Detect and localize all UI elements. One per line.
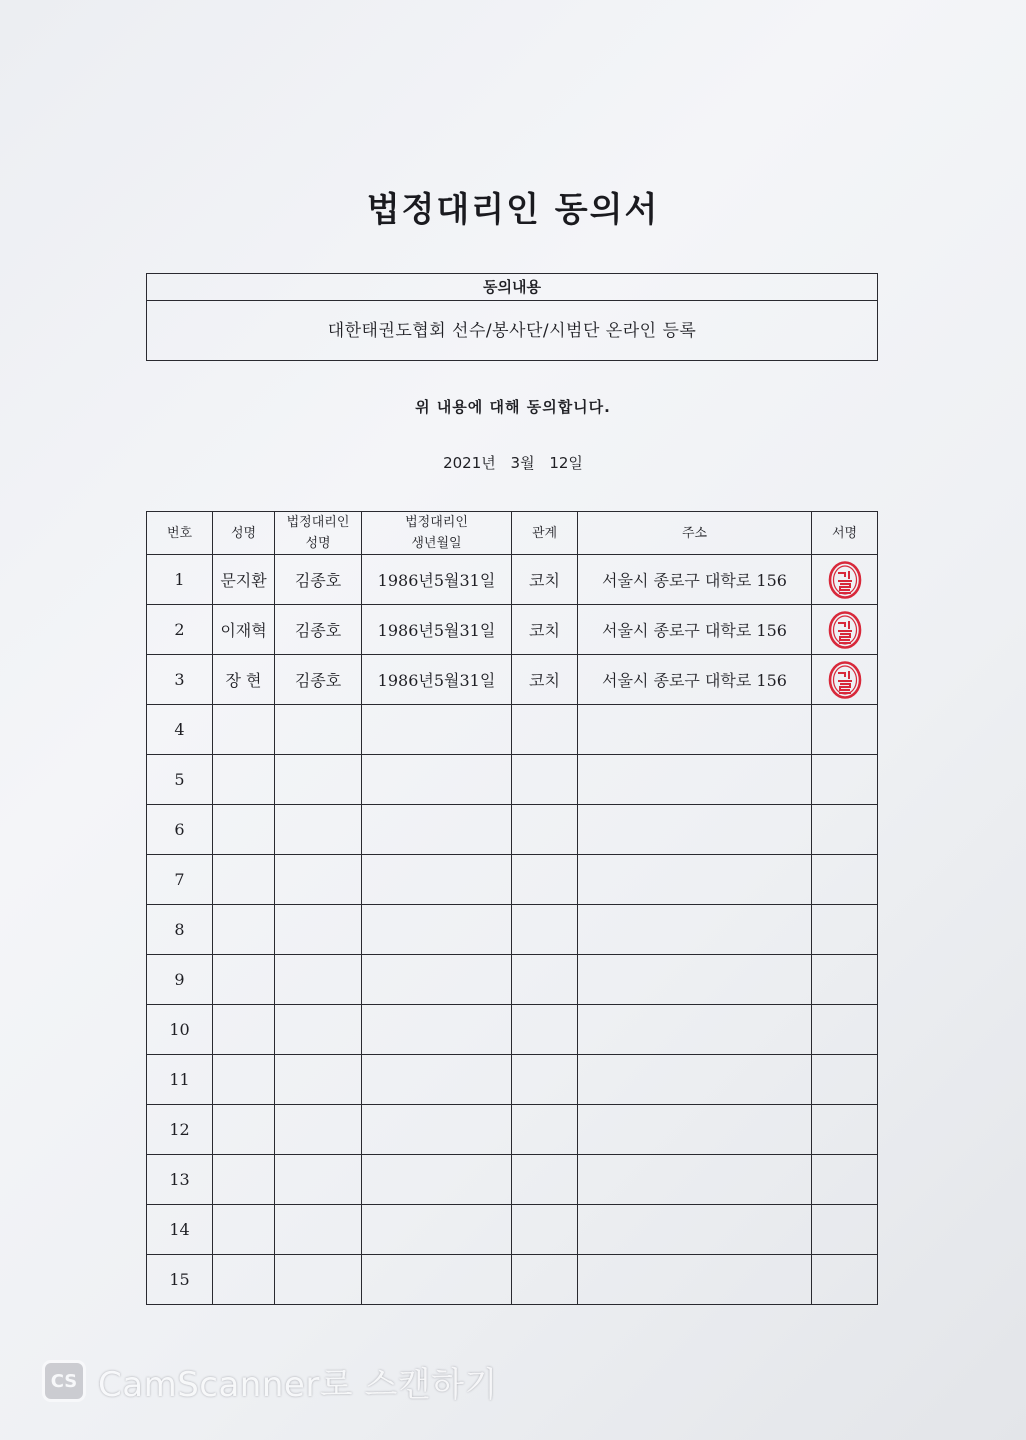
table-row [147,755,878,805]
relation-cell [512,1205,578,1255]
guardian-name-cell: 김종호 [275,555,362,605]
row-number-cell: 14 [147,1205,213,1255]
student-name-cell: 이재혁 [213,605,275,655]
address-cell [578,705,812,755]
guardian-name-cell: 김종호 [275,655,362,705]
table-row [147,705,878,755]
guardian-birthdate-cell [362,955,512,1005]
address-cell: 서울시 종로구 대학로 156 [578,555,812,605]
guardian-birthdate-cell [362,1255,512,1305]
column-header [362,512,512,555]
guardian-name-cell: 김종호 [275,605,362,655]
relation-cell [512,1105,578,1155]
guardian-birthdate-cell [362,705,512,755]
student-name-cell [213,805,275,855]
column-header-line1: 번호 [166,525,193,541]
table-row [147,855,878,905]
guardian-birthdate-cell [362,1055,512,1105]
column-header [213,512,275,555]
guardian-name-cell [275,1105,362,1155]
guardian-birthdate-cell [362,1005,512,1055]
document-title: 법정대리인 동의서 [366,190,660,230]
signature-cell [812,1105,878,1155]
relation-cell [512,855,578,905]
student-name-cell [213,1255,275,1305]
consent-header: 동의내용 [147,274,877,301]
guardian-name-cell [275,1155,362,1205]
guardian-name-cell [275,1205,362,1255]
student-name-cell: 장 현 [213,655,275,705]
row-number-cell: 15 [147,1255,213,1305]
address-cell: 서울시 종로구 대학로 156 [578,605,812,655]
table-row [147,1155,878,1205]
column-header [275,512,362,555]
row-number-cell: 2 [147,605,213,655]
address-cell [578,905,812,955]
guardian-birthdate-cell: 1986년5월31일 [362,655,512,705]
address-cell [578,1055,812,1105]
column-header-line1: 서명 [831,525,858,541]
student-name-cell [213,1105,275,1155]
student-name-cell [213,1055,275,1105]
signature-cell [812,1055,878,1105]
relation-cell [512,1055,578,1105]
guardian-name-cell [275,1055,362,1105]
column-header-line1: 법정대리인 [286,515,350,530]
student-name-cell [213,755,275,805]
student-name-cell: 문지환 [213,555,275,605]
student-name-cell [213,905,275,955]
relation-cell: 코치 [512,555,578,605]
address-cell: 서울시 종로구 대학로 156 [578,655,812,705]
guardian-birthdate-cell [362,1155,512,1205]
row-number-cell: 8 [147,905,213,955]
guardian-birthdate-cell [362,1105,512,1155]
signature-cell [812,1255,878,1305]
signature-cell [812,605,878,655]
signature-cell [812,1205,878,1255]
address-cell [578,805,812,855]
registration-table [146,511,878,1305]
table-row [147,1205,878,1255]
row-number-cell: 13 [147,1155,213,1205]
relation-cell: 코치 [512,655,578,705]
row-number-cell: 5 [147,755,213,805]
relation-cell [512,1255,578,1305]
camscanner-logo-icon: CS [42,1360,86,1402]
row-number-cell: 11 [147,1055,213,1105]
row-number-cell: 10 [147,1005,213,1055]
guardian-birthdate-cell [362,905,512,955]
signature-cell [812,555,878,605]
relation-cell [512,755,578,805]
table-row [147,905,878,955]
guardian-name-cell [275,955,362,1005]
guardian-birthdate-cell: 1986년5월31일 [362,555,512,605]
table-row [147,655,878,705]
camscanner-text: CamScanner로 스캔하기 [98,1364,498,1405]
relation-cell [512,955,578,1005]
address-cell [578,1155,812,1205]
red-seal-stamp-icon [827,660,863,700]
row-number-cell: 7 [147,855,213,905]
column-header [578,512,812,555]
address-cell [578,1005,812,1055]
row-number-cell: 12 [147,1105,213,1155]
consent-body: 대한태권도협회 선수/봉사단/시범단 온라인 등록 [327,321,697,341]
guardian-name-cell [275,705,362,755]
agree-statement: 위 내용에 대해 동의합니다. [415,398,611,416]
address-cell [578,1205,812,1255]
table-row [147,1055,878,1105]
column-header-line2: 성명 [305,536,331,551]
guardian-name-cell [275,805,362,855]
student-name-cell [213,1155,275,1205]
student-name-cell [213,855,275,905]
relation-cell [512,1155,578,1205]
signature-cell [812,755,878,805]
relation-cell [512,705,578,755]
column-header-line2: 생년월일 [411,536,462,551]
address-cell [578,755,812,805]
table-header-row [147,512,878,555]
student-name-cell [213,705,275,755]
table-row [147,555,878,605]
relation-cell [512,805,578,855]
row-number-cell: 1 [147,555,213,605]
relation-cell [512,905,578,955]
column-header-line1: 법정대리인 [405,515,468,530]
signature-cell [812,905,878,955]
row-number-cell: 3 [147,655,213,705]
signature-cell [812,805,878,855]
signature-cell [812,855,878,905]
row-number-cell: 4 [147,705,213,755]
camscanner-watermark [42,1358,498,1404]
guardian-name-cell [275,1005,362,1055]
guardian-birthdate-cell [362,855,512,905]
column-header [812,512,878,555]
address-cell [578,1105,812,1155]
address-cell [578,955,812,1005]
table-body [147,555,878,1305]
signature-cell [812,955,878,1005]
guardian-name-cell [275,1255,362,1305]
guardian-birthdate-cell [362,805,512,855]
column-header-line1: 주소 [681,525,708,541]
table-row [147,955,878,1005]
signature-cell [812,1005,878,1055]
guardian-name-cell [275,855,362,905]
column-header [147,512,213,555]
address-cell [578,855,812,905]
column-header-line1: 관계 [531,525,558,541]
signature-cell [812,705,878,755]
row-number-cell: 9 [147,955,213,1005]
table-row [147,1255,878,1305]
signature-cell [812,1155,878,1205]
row-number-cell: 6 [147,805,213,855]
column-header-line1: 성명 [230,525,257,541]
guardian-birthdate-cell [362,1205,512,1255]
relation-cell: 코치 [512,605,578,655]
guardian-birthdate-cell [362,755,512,805]
guardian-name-cell [275,905,362,955]
consent-content-box [146,273,878,361]
table-row [147,805,878,855]
guardian-birthdate-cell: 1986년5월31일 [362,605,512,655]
student-name-cell [213,1205,275,1255]
consent-date: 2021년 3월 12일 [443,454,583,472]
column-header [512,512,578,555]
red-seal-stamp-icon [827,610,863,650]
student-name-cell [213,955,275,1005]
guardian-name-cell [275,755,362,805]
table-row [147,1005,878,1055]
address-cell [578,1255,812,1305]
table-row [147,605,878,655]
table-row [147,1105,878,1155]
signature-cell [812,655,878,705]
red-seal-stamp-icon [827,560,863,600]
relation-cell [512,1005,578,1055]
student-name-cell [213,1005,275,1055]
